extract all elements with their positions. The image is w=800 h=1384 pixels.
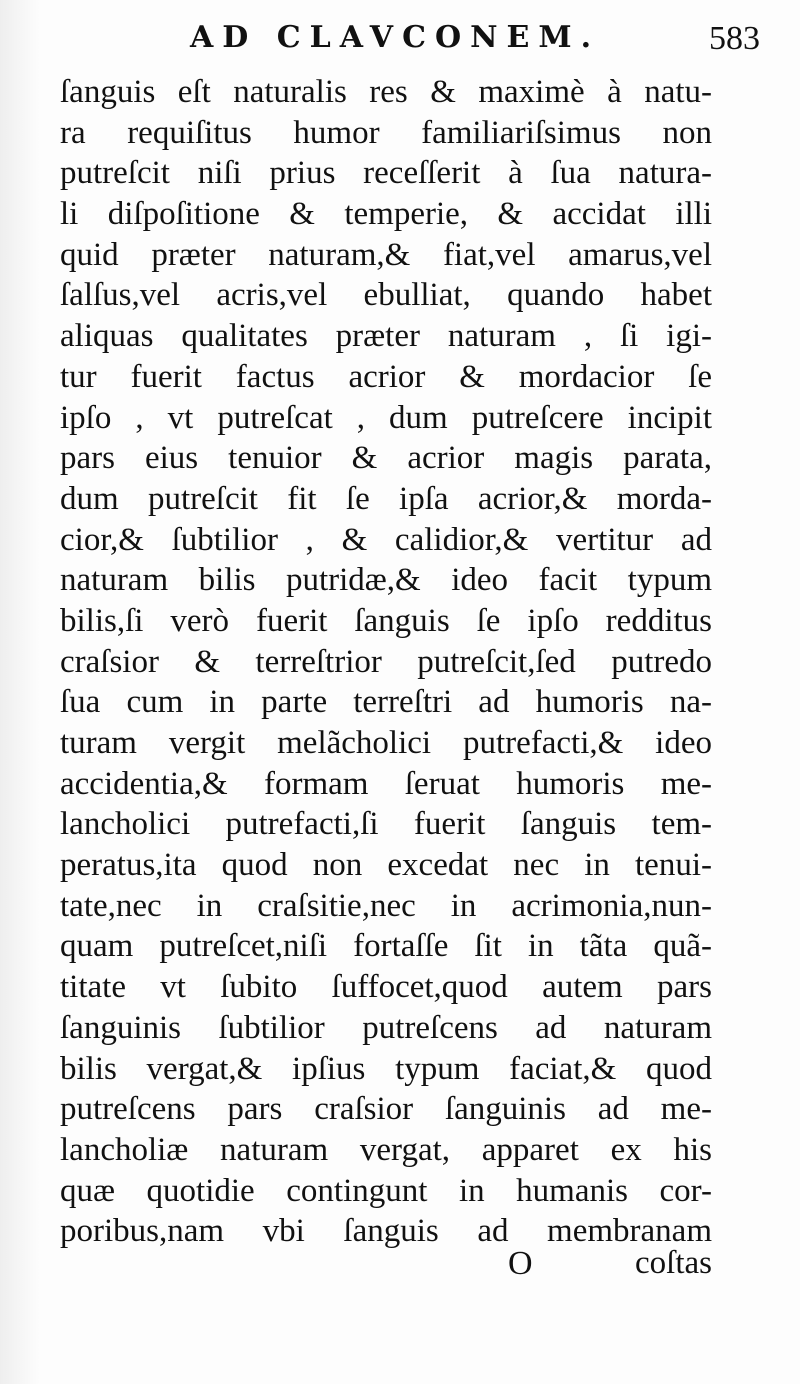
- text-line: aliquas qualitates præter naturam , ſi igi-: [60, 318, 712, 355]
- text-line: pars eius tenuior & acrior magis parata,: [60, 440, 712, 477]
- text-body: [60, 72, 712, 1252]
- text-line: poribus,nam vbi ſanguis ad membranam: [60, 1213, 712, 1250]
- text-line: li diſpoſitione & temperie, & accidat illi: [60, 196, 712, 233]
- text-line: bilis,ſi verò fuerit ſanguis ſe ipſo redditus: [60, 602, 712, 639]
- catchword: coſtas: [635, 1245, 712, 1281]
- catch-row: [60, 1245, 712, 1289]
- text-line: peratus,ita quod non excedat nec in tenui-: [60, 847, 712, 884]
- running-title: AD CLAVCONEM.: [190, 20, 601, 55]
- text-line: putreſcens pars craſsior ſanguinis ad me-: [60, 1091, 712, 1128]
- text-line: tur fuerit factus acrior & mordacior ſe: [60, 358, 712, 395]
- text-line: accidentia,& formam ſeruat humoris me-: [60, 765, 712, 802]
- text-line: dum putreſcit fit ſe ipſa acrior,& morda-: [60, 480, 712, 517]
- text-line: turam vergit melãcholici putrefacti,& ideo: [60, 725, 712, 761]
- text-line: ipſo , vt putreſcat , dum putreſcere incipit: [60, 399, 712, 436]
- signature-mark: O: [508, 1245, 533, 1282]
- page-number: 583: [709, 20, 760, 57]
- text-line: bilis vergat,& ipſius typum faciat,& quod: [60, 1050, 712, 1087]
- text-line: lancholiæ naturam vergat, apparet ex his: [60, 1131, 712, 1168]
- text-line: naturam bilis putridæ,& ideo facit typum: [60, 562, 712, 599]
- text-line: quæ quotidie contingunt in humanis cor-: [60, 1172, 712, 1209]
- text-line: putreſcit niſi prius receſſerit à ſua natura-: [60, 155, 712, 192]
- text-line: titate vt ſubito ſuffocet,quod autem pars: [60, 969, 712, 1006]
- text-line: ra requiſitus humor familiariſsimus non: [60, 114, 712, 151]
- text-line: craſsior & terreſtrior putreſcit,ſed putredo: [60, 643, 712, 680]
- text-line: ſanguis eſt naturalis res & maximè à natu-: [60, 74, 712, 110]
- text-line: lancholici putrefacti,ſi fuerit ſanguis tem-: [60, 806, 712, 843]
- text-line: ſanguinis ſubtilior putreſcens ad naturam: [60, 1009, 712, 1046]
- running-head: [60, 20, 760, 60]
- text-line: ſua cum in parte terreſtri ad humoris na-: [60, 684, 712, 721]
- text-line: quam putreſcet,niſi fortaſſe ſit in tãta quã-: [60, 928, 712, 965]
- text-line: quid præter naturam,& fiat,vel amarus,vel: [60, 236, 712, 273]
- text-line: cior,& ſubtilior , & calidior,& vertitur ad: [60, 521, 712, 558]
- text-line: tate,nec in craſsitie,nec in acrimonia,nun-: [60, 887, 712, 924]
- text-line: ſalſus,vel acris,vel ebulliat, quando habet: [60, 277, 712, 314]
